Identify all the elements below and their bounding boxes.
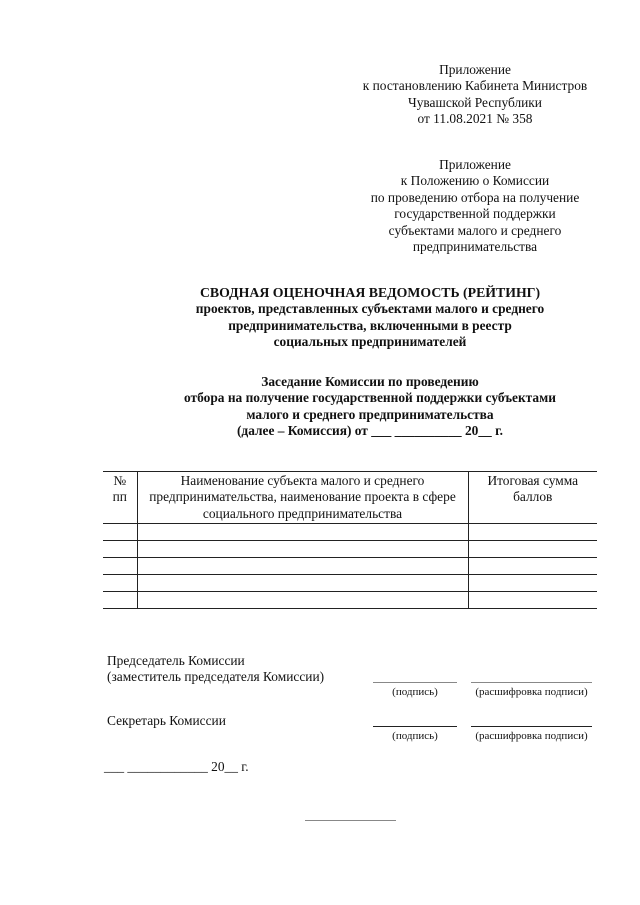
column-header-score	[468, 472, 597, 524]
table-cell[interactable]	[103, 541, 137, 558]
footnote-separator	[305, 820, 396, 821]
document-subtitle-line: проектов, представленных субъектами малого и среднего	[195, 301, 545, 317]
appendix-1-line: Приложение	[439, 62, 511, 77]
column-header-number	[103, 472, 137, 524]
meeting-line: Заседание Комиссии по проведению	[261, 374, 479, 389]
secretary-decode-line[interactable]	[471, 726, 592, 727]
signature-caption: (подпись)	[392, 686, 438, 698]
table-cell[interactable]	[468, 558, 597, 575]
table-cell[interactable]	[137, 592, 468, 609]
appendix-2-line: Приложение	[439, 157, 511, 172]
table-row	[103, 558, 597, 575]
rating-table	[103, 471, 597, 609]
secretary-label: Секретарь Комиссии	[107, 713, 226, 728]
table-cell[interactable]	[137, 524, 468, 541]
deputy-chairman-label: (заместитель председателя Комиссии)	[107, 669, 325, 684]
meeting-line: малого и среднего предпринимательства	[246, 406, 494, 422]
document-subtitle-line: социальных предпринимателей	[273, 334, 467, 350]
meeting-line: (далее – Комиссия) от ___ __________ 20__ г.	[236, 423, 504, 439]
header-text: баллов	[513, 489, 553, 505]
meeting-line: отбора на получение государственной поддержки субъектами	[184, 390, 556, 406]
document-title	[100, 285, 640, 351]
table-row	[103, 575, 597, 592]
header-text: №	[113, 473, 127, 488]
chairman-decode-line[interactable]	[471, 682, 592, 683]
table-cell[interactable]	[468, 575, 597, 592]
appendix-header-1	[340, 62, 610, 128]
appendix-2-line: по проведению отбора на получение	[370, 189, 580, 205]
appendix-header-2	[345, 157, 605, 255]
table-cell[interactable]	[103, 575, 137, 592]
table-row	[103, 592, 597, 609]
table-cell[interactable]	[103, 558, 137, 575]
table-row	[103, 541, 597, 558]
table-cell[interactable]	[468, 592, 597, 609]
signature-caption: (подпись)	[392, 730, 438, 742]
chairman-signature-line[interactable]	[373, 682, 457, 683]
table-cell[interactable]	[137, 541, 468, 558]
table-cell[interactable]	[103, 592, 137, 609]
header-text: Наименование субъекта малого и среднего	[180, 473, 425, 488]
appendix-1-line: к постановлению Кабинета Министров	[362, 78, 588, 94]
signature-date: ___ ____________ 20__ г.	[104, 759, 249, 774]
table-cell[interactable]	[468, 541, 597, 558]
table-header-row	[103, 472, 597, 524]
appendix-2-line: к Положению о Комиссии	[400, 173, 550, 189]
table-cell[interactable]	[468, 524, 597, 541]
document-heading: СВОДНАЯ ОЦЕНОЧНАЯ ВЕДОМОСТЬ (РЕЙТИНГ)	[199, 285, 541, 300]
column-header-name	[137, 472, 468, 524]
meeting-info	[100, 374, 640, 440]
header-text: предпринимательства, наименование проекта в сфере	[149, 489, 456, 505]
table-row	[103, 524, 597, 541]
appendix-2-line: государственной поддержки	[394, 206, 556, 222]
decode-caption: (расшифровка подписи)	[475, 686, 588, 698]
header-text: социального предпринимательства	[202, 505, 403, 521]
table-cell[interactable]	[137, 575, 468, 592]
secretary-signature-line[interactable]	[373, 726, 457, 727]
table-cell[interactable]	[137, 558, 468, 575]
appendix-2-line: субъектами малого и среднего	[388, 222, 562, 238]
table-cell[interactable]	[103, 524, 137, 541]
decode-caption: (расшифровка подписи)	[475, 730, 588, 742]
header-text: Итоговая сумма	[487, 473, 579, 488]
appendix-1-line: от 11.08.2021 № 358	[417, 111, 533, 127]
appendix-2-line: предпринимательства	[412, 239, 538, 255]
chairman-label: Председатель Комиссии	[107, 653, 245, 668]
header-text: пп	[112, 489, 127, 505]
appendix-1-line: Чувашской Республики	[408, 94, 542, 110]
document-subtitle-line: предпринимательства, включенными в реестр	[228, 317, 512, 333]
